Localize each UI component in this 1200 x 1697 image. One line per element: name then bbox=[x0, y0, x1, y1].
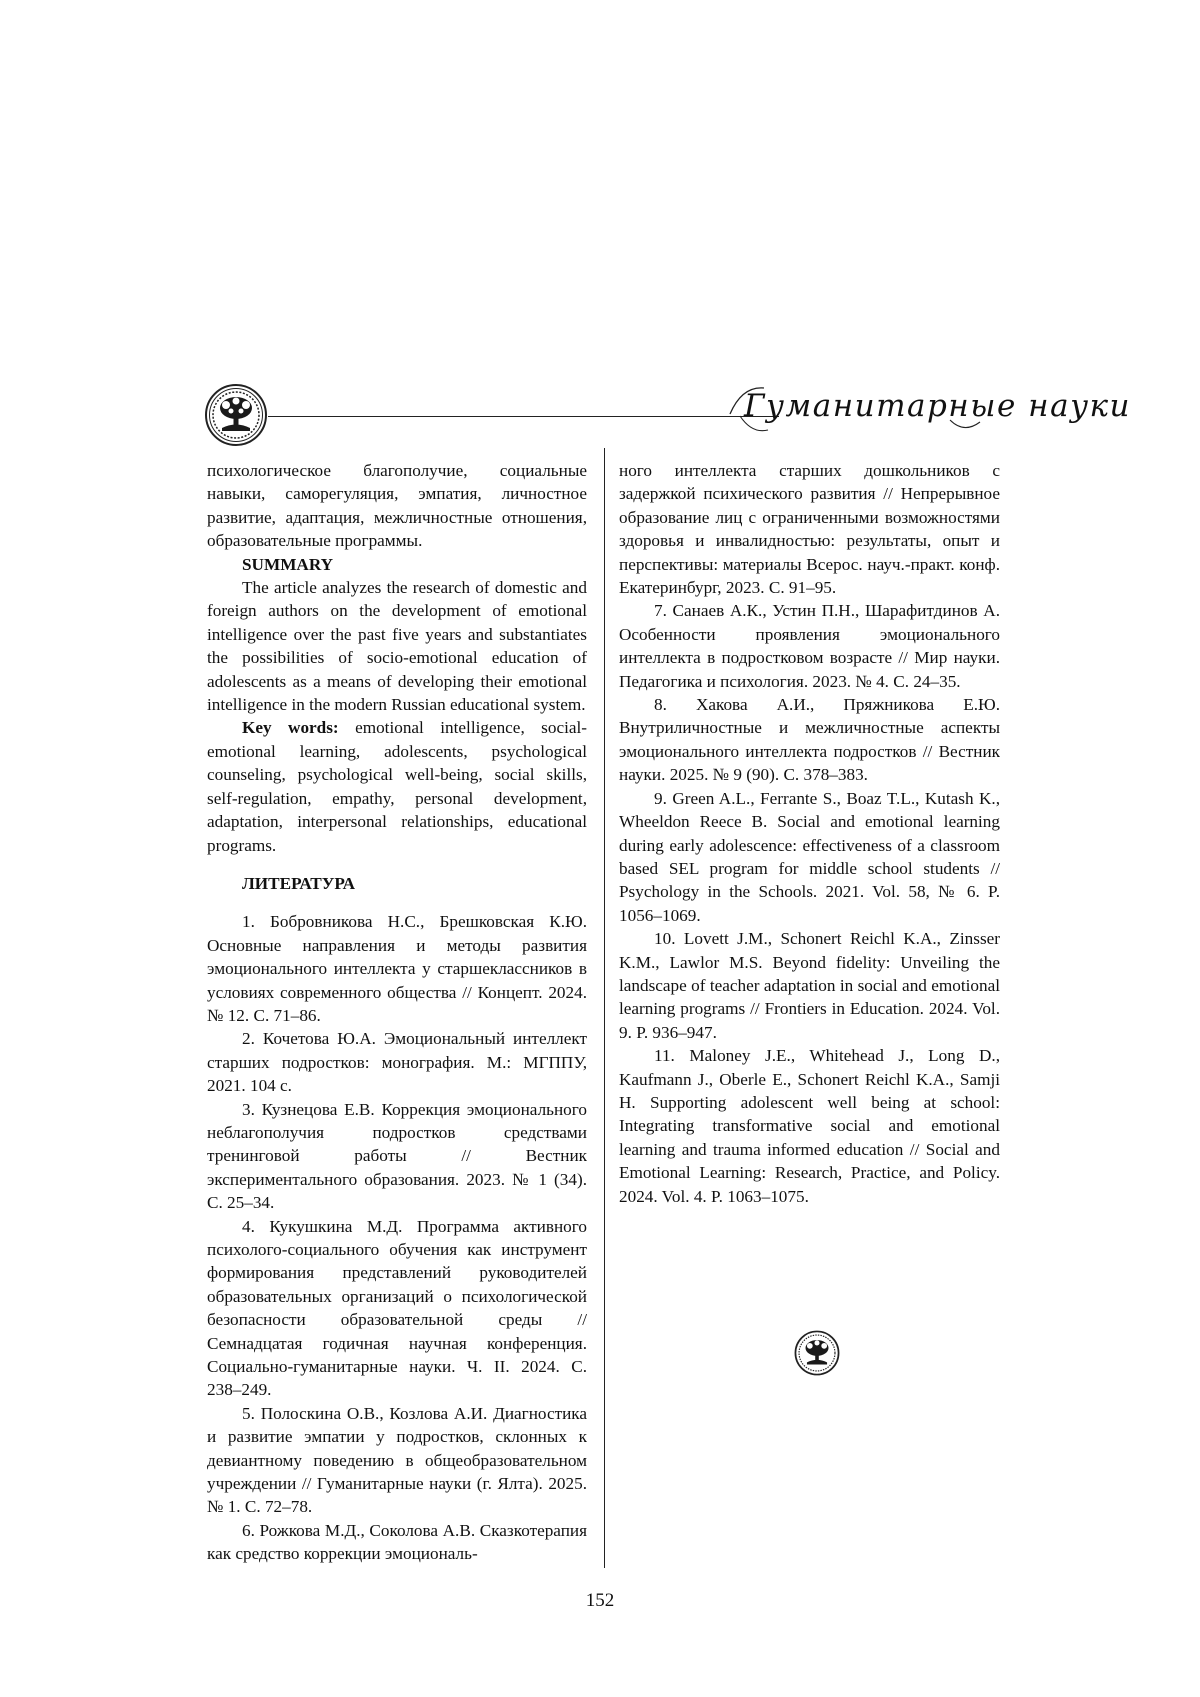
reference-item: 9. Green A.L., Ferrante S., Boaz T.L., Kutash K., Wheeldon Reece B. Social and emotional learning during early adolescence: effectiveness of a classroom based SEL program for middle school students // Psychology in the Schools. 2021. Vol. 58, № 6. P. 1056–1069. bbox=[619, 788, 1000, 925]
right-column bbox=[619, 459, 1000, 1208]
left-column bbox=[207, 459, 587, 1566]
reference-item: 7. Санаев А.К., Устин П.Н., Шарафитдинов А. Особенности проявления эмоционального интеллекта в подростковом возрасте // Мир науки. Педагогика и психология. 2023. № 4. С. 24–35. bbox=[619, 601, 1000, 691]
reference-item: 1. Бобровникова Н.С., Брешковская К.Ю. Основные направления и методы развития эмоционального интеллекта у старшеклассников в условиях современного общества // Концепт. 2024. № 12. С. 71–86. bbox=[207, 912, 587, 1025]
reference-item: 2. Кочетова Ю.А. Эмоциональный интеллект старших подростков: монография. М.: МГППУ, 2021. 104 с. bbox=[207, 1029, 587, 1096]
page-number: 152 bbox=[585, 1590, 615, 1611]
keywords-label: Key words: bbox=[242, 718, 339, 738]
running-header bbox=[204, 372, 1132, 442]
journal-title bbox=[724, 372, 1132, 442]
summary-heading: SUMMARY bbox=[242, 554, 334, 574]
reference-continued: ного интеллекта старших дошкольников с задержкой психического развития // Непрерывное образование лиц с ограниченными возможностями здоровья и инвалидностью: результаты, опыт и перспективы: материалы Всерос. науч.-практ. конф. Екатеринбург, 2023. С. 91–95. bbox=[619, 461, 1000, 598]
reference-item: 3. Кузнецова Е.В. Коррекция эмоционального неблагополучия подростков средствами тренинговой работы // Вестник экспериментального образования. 2023. № 1 (34). С. 25–34. bbox=[207, 1099, 587, 1213]
literature-heading: ЛИТЕРАТУРА bbox=[242, 873, 356, 893]
reference-item: 4. Кукушкина М.Д. Программа активного психолого-социального обучения как инструмент формирования представлений руководителей образовательных организаций о психологической безопасности образовательной среды // Семнадцатая годичная научная конференция. Социально-гуманитарные науки. Ч. II. 2024. С. 238–249. bbox=[207, 1216, 587, 1400]
keywords-paragraph bbox=[207, 716, 587, 856]
column-divider bbox=[604, 448, 605, 1568]
reference-item: 6. Рожкова М.Д., Соколова А.В. Сказкотерапия как средство коррекции эмоциональ- bbox=[207, 1520, 587, 1564]
end-tree-emblem-icon bbox=[794, 1330, 840, 1376]
header-rule bbox=[268, 416, 779, 417]
journal-title-text: Гуманитарные науки bbox=[744, 388, 1132, 424]
reference-item: 8. Хакова А.И., Пряжникова Е.Ю. Внутриличностные и межличностные аспекты эмоционального интеллекта подростков // Вестник науки. 2025. № 9 (90). С. 378–383. bbox=[619, 695, 1000, 785]
reference-item: 11. Maloney J.E., Whitehead J., Long D., Kaufmann J., Oberle E., Schonert Reichl K.A., Samji H. Supporting adolescent well being at school: Integrating transformative social and emotional learning and trauma informed education // Social and Emotional Learning: Research, Practice, and Policy. 2024. Vol. 4. P. 1063–1075. bbox=[619, 1046, 1000, 1206]
reference-item: 10. Lovett J.M., Schonert Reichl K.A., Zinsser K.M., Lawlor M.S. Beyond fidelity: Unveiling the landscape of teacher adaptation in social and emotional learning programs // Frontiers in Education. 2024. Vol. 9. P. 936–947. bbox=[619, 929, 1000, 1042]
reference-item: 5. Полоскина О.В., Козлова А.И. Диагностика и развитие эмпатии у подростков, склонных к девиантному поведению в общеобразовательном учреждении // Гуманитарные науки (г. Ялта). 2025. № 1. С. 72–78. bbox=[207, 1403, 587, 1517]
summary-text: The article analyzes the research of domestic and foreign authors on the development of emotional intelligence over the past five years and substantiates the possibilities of socio-emotional education of adolescents as a means of developing their emotional intelligence in the modern Russian educational system. bbox=[207, 578, 587, 715]
tree-emblem-icon bbox=[204, 383, 268, 447]
keywords-ru-tail: психологическое благополучие, социальные навыки, саморегуляция, эмпатия, личностное развитие, адаптация, межличностные отношения, образовательные программы. bbox=[207, 461, 587, 551]
keywords-text: emotional intelligence, social-emotional learning, adolescents, psychological counseling, psychological well-being, social skills, self-regulation, empathy, personal development, adaptation, interpersonal relationships, educational programs. bbox=[207, 718, 587, 855]
